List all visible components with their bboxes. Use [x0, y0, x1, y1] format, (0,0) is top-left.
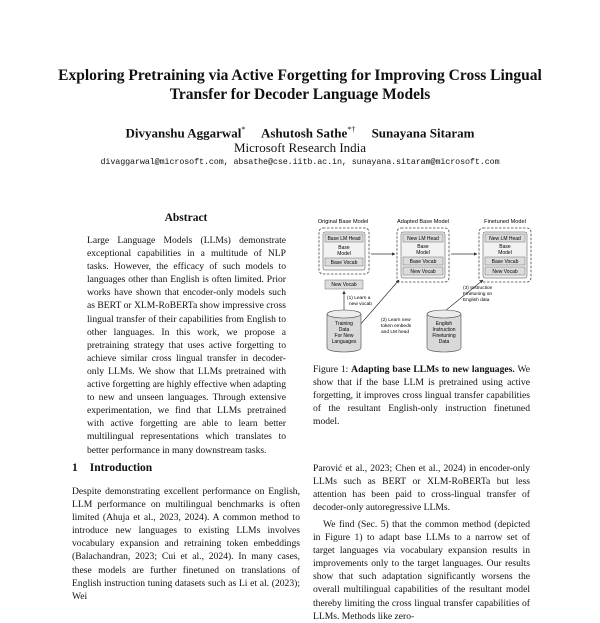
- author-name: Ashutosh Sathe: [260, 125, 348, 141]
- base-model-label: Base: [499, 244, 511, 250]
- step-3-label: Finetuning on: [463, 292, 493, 297]
- new-lm-head-label: New LM Head: [489, 236, 521, 242]
- title-line-1: Exploring Pretraining via Active Forgetting for Improving Cross Lingual: [58, 67, 542, 84]
- column-label-adapted: Adapted Base Model: [397, 219, 449, 225]
- caption-label: Figure 1:: [313, 364, 349, 375]
- new-vocab-label: New Vocab: [410, 269, 436, 275]
- training-data-label: Languages: [331, 339, 357, 345]
- base-model-label: Model: [337, 251, 351, 257]
- new-vocab-label: New Vocab: [331, 282, 357, 288]
- base-model-label: Model: [498, 250, 512, 256]
- author-name: Divyanshu Aggarwal: [125, 125, 242, 141]
- step-3-label: (3) Instruction: [463, 286, 493, 291]
- section-heading-introduction: [72, 462, 152, 474]
- new-lm-head-label: New LM Head: [407, 236, 439, 242]
- section-title: Introduction: [89, 462, 153, 474]
- training-data-label: Training: [335, 321, 353, 327]
- paper-title: [40, 66, 560, 104]
- english-data-label: Finetuning: [432, 333, 456, 339]
- author-name: Sunayana Sitaram: [371, 125, 475, 141]
- step-1-label: (1) Learn a: [347, 296, 371, 301]
- new-vocab-label: New Vocab: [492, 269, 518, 275]
- step-2-label: token embeds: [381, 324, 412, 329]
- right-column-paragraph-2: We find (Sec. 5) that the common method (depicted in Figure 1) to adapt base LLMs to a narrow set of target languages via vocabulary expansion results in improvements only to the target languages. Our results show that such adaptation significantly worsens the overall multilingual capabilities of the resultant model thereby limiting the cross lingual transfer capabilities of LLMs. Methods like zero-: [313, 519, 530, 622]
- base-model-label: Base: [338, 245, 350, 251]
- introduction-text: Despite demonstrating excellent performance on English, LLM performance on multilingual benchmarks is often limited (Ahuja et al., 2023, 2024). A common method to introduce new languages to existing LLMs involves vocabulary expansion and retraining token embeddings (Balachandran, 2023; Cui et al., 2024). In many cases, these models are further finetuned on translations of English instruction tuning datasets such as Li et al. (2023); Wei: [72, 486, 300, 602]
- base-vocab-label: Base Vocab: [409, 259, 437, 265]
- column-label-finetuned: Finetuned Model: [484, 219, 526, 225]
- step-1-label: new vocab: [349, 302, 372, 307]
- figure-1-diagram: [313, 214, 533, 354]
- right-column-paragraph-1: Parović et al., 2023; Chen et al., 2024) in encoder-only LLMs such as BERT or XLM-RoBERTa but less attention has been paid to cross-lingual transfer of decoder-only autoregressive LLMs.: [313, 463, 530, 514]
- base-vocab-label: Base Vocab: [491, 259, 519, 265]
- step-3-label: English data: [463, 298, 490, 303]
- author-emails: divaggarwal@microsoft.com, absathe@cse.iitb.ac.in, sunayana.sitaram@microsoft.com: [100, 157, 500, 167]
- author-list: [40, 125, 560, 141]
- training-data-label: For New: [334, 333, 354, 339]
- english-data-label: Instruction: [432, 327, 456, 333]
- abstract-heading: Abstract: [164, 212, 208, 224]
- base-vocab-label: Base Vocab: [330, 260, 358, 266]
- author-mark: *: [241, 125, 246, 134]
- column-label-original: Original Base Model: [317, 219, 369, 225]
- affiliation: Microsoft Research India: [233, 140, 367, 155]
- step-2-label: (2) Learn new: [381, 318, 411, 323]
- caption-text: We show that if the base LLM is pretrained using active forgetting, it improves cross lingual transfer capabilities of the resultant English-only instruction finetuned model.: [313, 364, 530, 428]
- base-lm-head-label: Base LM Head: [327, 236, 361, 242]
- english-data-label: Data: [438, 339, 450, 345]
- base-model-label: Base: [417, 244, 429, 250]
- training-data-label: Data: [338, 327, 350, 333]
- title-line-2: Transfer for Decoder Language Models: [169, 86, 431, 103]
- english-data-label: English: [435, 321, 453, 327]
- section-number: 1: [72, 462, 78, 474]
- base-model-label: Model: [416, 250, 430, 256]
- caption-bold: Adapting base LLMs to new languages.: [351, 364, 515, 375]
- figure-1-caption: [313, 363, 530, 428]
- step-2-label: and LM head: [381, 330, 410, 335]
- author-mark: *†: [347, 125, 356, 134]
- abstract-text: Large Language Models (LLMs) demonstrate exceptional capabilities in a multitude of NLP tasks. However, the efficacy of such models to languages other than English is often limited. Prior works have shown that encoder-only models such as BERT or XLM-RoBERTa show impressive cross lingual transfer of their capabilities from English to other languages. In this work, we propose a pretraining strategy that uses active forgetting to achieve similar cross lingual transfer in decoder-only LLMs. We show that LLMs pretrained with active forgetting are highly effective when adapting to new and unseen languages. Through extensive experimentation, we find that LLMs pretrained with active forgetting are able to learn better multilingual representations which translates to better performance in many downstream tasks.: [87, 235, 286, 456]
